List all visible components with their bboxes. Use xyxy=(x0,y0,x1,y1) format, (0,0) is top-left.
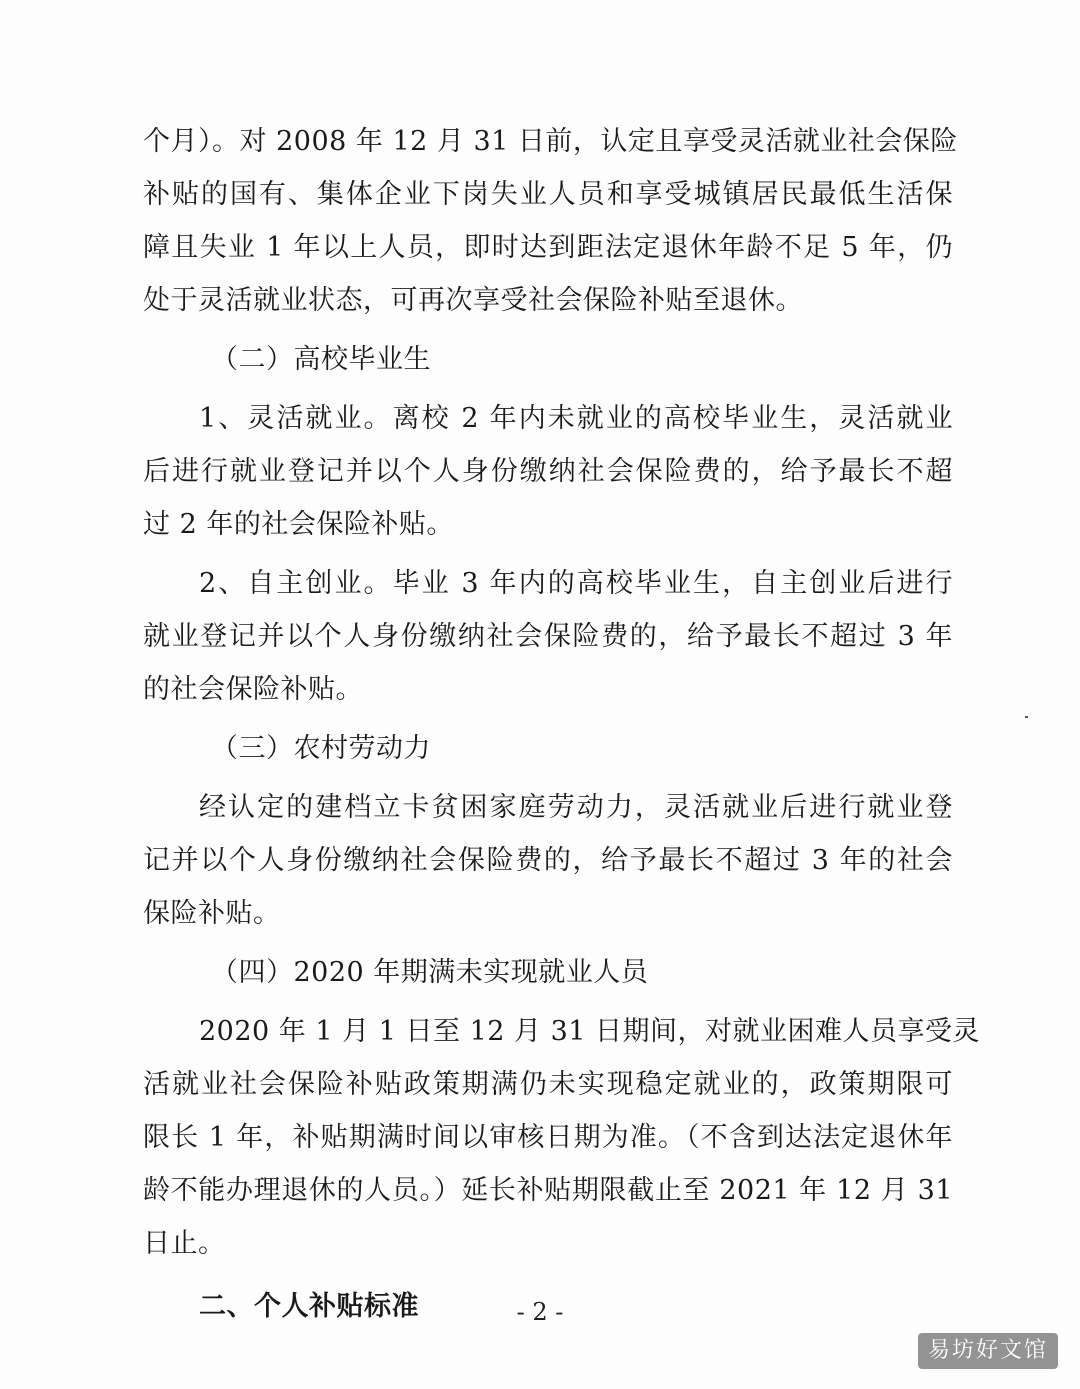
text-line: 的社会保险补贴。 xyxy=(143,674,363,705)
text-line: 2020 年 1 月 1 日至 12 月 31 日期间，对就业困难人员享受灵 xyxy=(199,1016,981,1047)
text-line: 过 2 年的社会保险补贴。 xyxy=(143,509,454,540)
text-line: 龄不能办理退休的人员。）延长补贴期限截止至 2021 年 12 月 31 xyxy=(143,1175,953,1206)
text-line: 保险补贴。 xyxy=(143,898,281,929)
text-line: 补贴的国有、集体企业下岗失业人员和享受城镇居民最低生活保 xyxy=(143,179,953,210)
text-line: 1、灵活就业。离校 2 年内未就业的高校毕业生，灵活就业 xyxy=(199,403,953,434)
text-line: 2、自主创业。毕业 3 年内的高校毕业生，自主创业后进行 xyxy=(199,568,953,599)
subheading-rural-labor: （三）农村劳动力 xyxy=(211,733,431,764)
text-line: 障且失业 1 年以上人员，即时达到距法定退休年龄不足 5 年，仍 xyxy=(143,232,953,263)
text-line: 处于灵活就业状态，可再次享受社会保险补贴至退休。 xyxy=(143,285,803,316)
page-number: - 2 - xyxy=(516,1298,564,1326)
text-line: 后进行就业登记并以个人身份缴纳社会保险费的，给予最长不超 xyxy=(143,456,953,487)
text-line: 活就业社会保险补贴政策期满仍未实现稳定就业的，政策期限可 xyxy=(143,1069,953,1100)
text-line: 个月）。对 2008 年 12 月 31 日前，认定且享受灵活就业社会保险 xyxy=(143,126,958,157)
text-line: 限长 1 年，补贴期满时间以审核日期为准。（不含到达法定退休年 xyxy=(143,1122,953,1153)
text-line: 日止。 xyxy=(143,1228,226,1259)
text-line: 记并以个人身份缴纳社会保险费的，给予最长不超过 3 年的社会 xyxy=(143,845,953,876)
document-body xyxy=(143,115,981,1333)
subheading-graduates: （二）高校毕业生 xyxy=(211,344,431,375)
subheading-2020-expired: （四）2020 年期满未实现就业人员 xyxy=(211,957,649,988)
scan-speck xyxy=(1025,716,1028,718)
text-line: 就业登记并以个人身份缴纳社会保险费的，给予最长不超过 3 年 xyxy=(143,621,953,652)
text-line: 经认定的建档立卡贫困家庭劳动力，灵活就业后进行就业登 xyxy=(199,792,953,823)
watermark: 易坊好文馆 xyxy=(918,1333,1058,1369)
section-heading-subsidy-standard: 二、个人补贴标准 xyxy=(199,1291,419,1322)
